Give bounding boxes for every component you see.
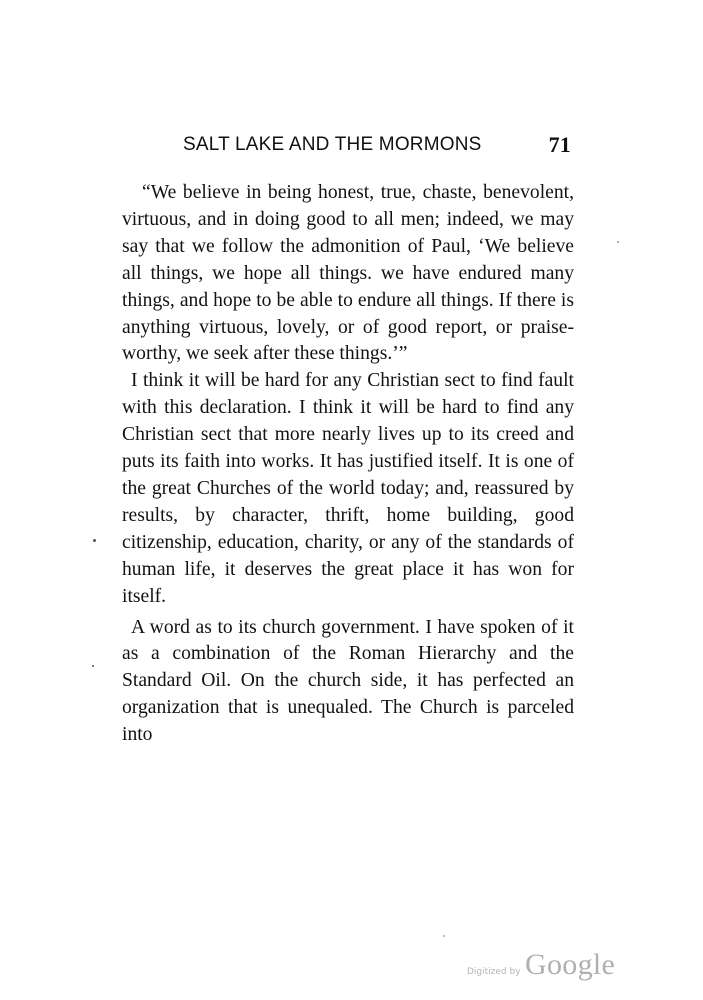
digitized-by-google-watermark <box>467 950 617 986</box>
running-head-title: SALT LAKE AND THE MORMONS <box>183 134 482 155</box>
watermark-prefix: Digitized by <box>467 967 521 977</box>
paragraph-church-government: A word as to its church government. I have spoken of it as a combination of the Roman Hierarchy and the Standard Oil. On the church side, it has perfected an organization that is unequaled. The Church is parceled into <box>122 616 574 746</box>
paragraph-quote: “We believe in being honest, true, chaste, benevolent, virtuous, and in doing good to all men; indeed, we may say that we follow the admonition of Paul, ‘We believe all things, we hope all things. we have endured many things, and hope to be able to endure all things. If there is anything virtuous, lovely, or of good report, or praise-worthy, we seek after these things.’” <box>122 182 574 365</box>
scan-speck <box>443 935 445 937</box>
google-logo: Google <box>525 948 616 981</box>
scan-speck <box>617 241 619 243</box>
scan-speck <box>92 665 94 667</box>
paragraph-declaration: I think it will be hard for any Christian sect to find fault with this declaration. I think it will be hard to find any Christian sect that more nearly lives up to its creed and puts its faith into works. It has justified itself. It is one of the great Churches of the world today; and, reassured by results, by character, thrift, home building, good citizenship, education, charity, or any of the standards of human life, it deserves the great place it has won for itself. <box>122 370 574 607</box>
running-head <box>183 134 573 164</box>
body-text <box>122 180 574 749</box>
scan-speck <box>93 539 96 542</box>
page-number: 71 <box>548 132 571 157</box>
